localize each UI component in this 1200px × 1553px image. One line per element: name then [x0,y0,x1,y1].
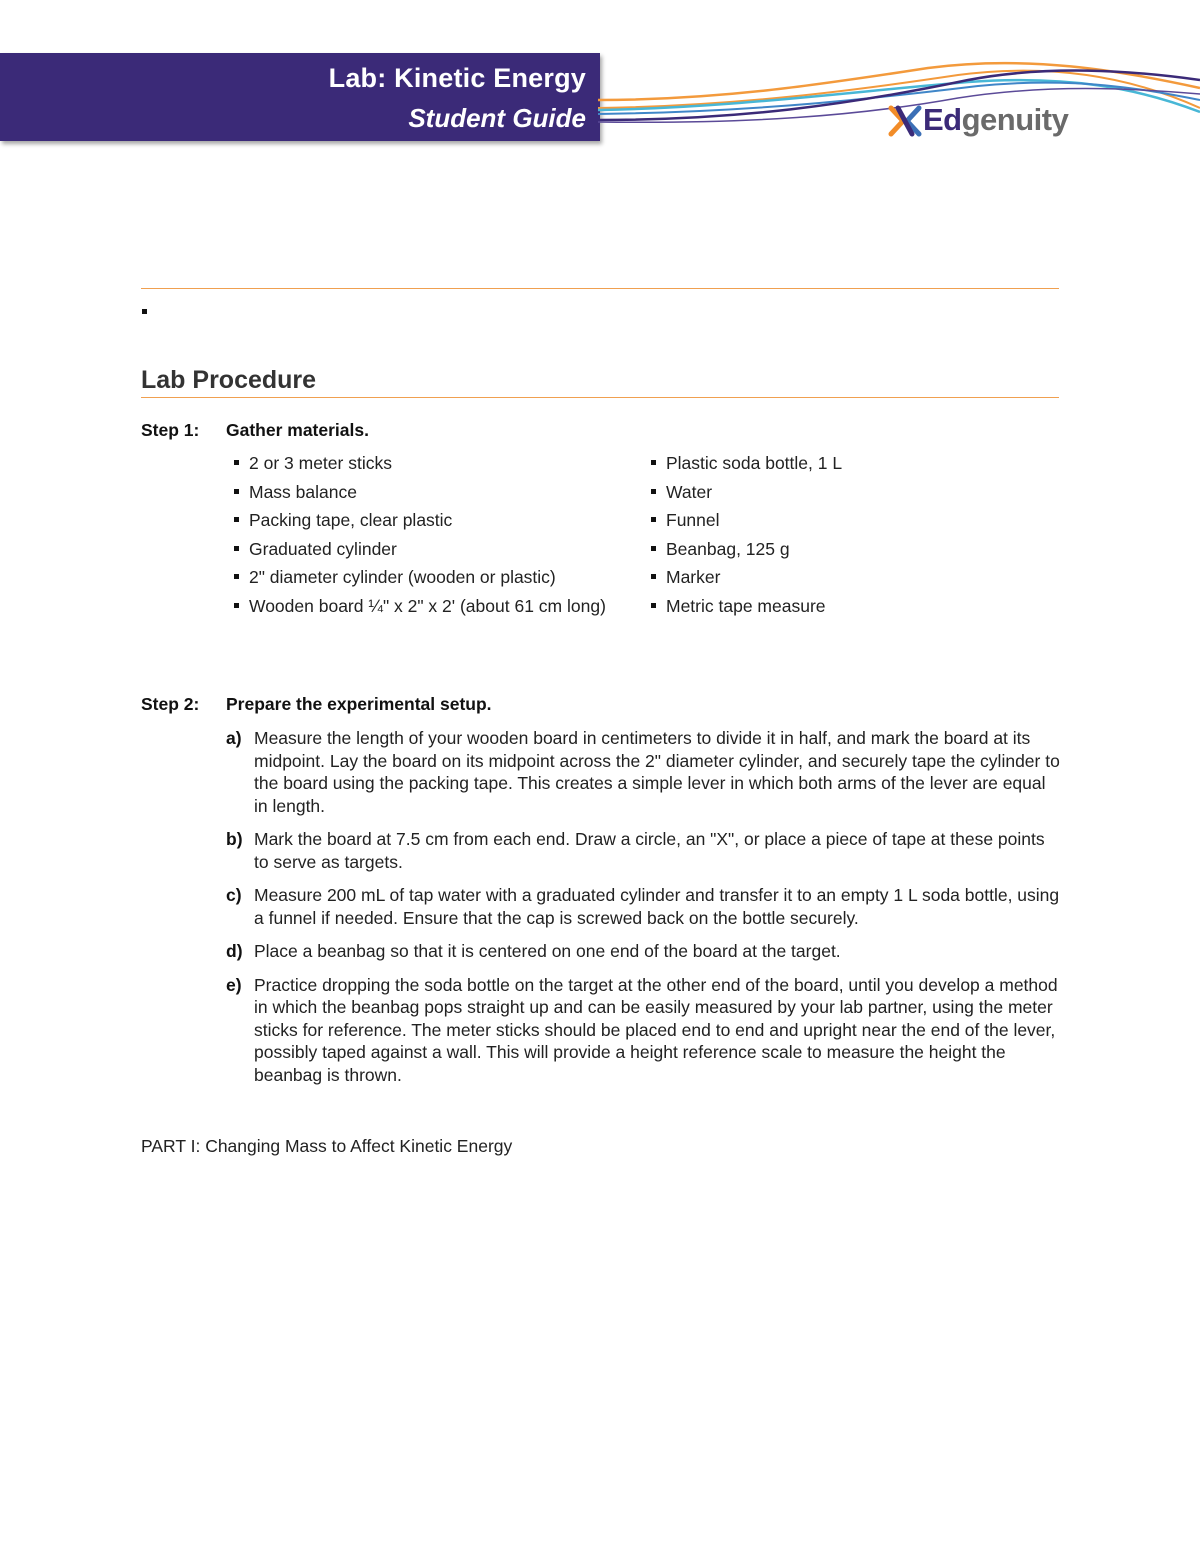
bullet-icon [651,489,656,494]
substep-letter: a) [226,728,242,748]
material-label: Water [666,481,713,502]
edgenuity-x-icon [888,104,922,138]
material-label: Marker [666,567,721,587]
list-item [233,595,613,618]
step-2-number: Step 2: [141,694,200,714]
list-item [233,566,613,589]
list-item [233,509,613,532]
substep-list [226,727,1061,1097]
list-item [650,481,1050,504]
logo-wordmark-ed: Ed [923,102,962,137]
substep-text: Measure 200 mL of tap water with a graduated cylinder and transfer it to an empty 1 L soda bottle, using a funnel if needed. Ensure that the cap is screwed back on the bottle securely. [254,885,1060,928]
material-label: Plastic soda bottle, 1 L [666,453,843,473]
substep-text: Practice dropping the soda bottle on the target at the other end of the board, until you develop a method in which the beanbag pops straight up and can be easily measured by your lab partner, using the meter sticks for reference. The meter sticks should be placed end to end and upright near the end of the lever, possibly taped against a wall. This will provide a height reference scale to measure the height the beanbag is thrown. [254,974,1058,1085]
logo-wordmark-genuity: genuity [961,102,1069,137]
bullet-icon [651,603,656,608]
document-title: Lab: Kinetic Energy [328,63,586,93]
section-heading: Lab Procedure [141,366,317,394]
bullet-icon [234,460,239,465]
bullet-icon [234,574,239,579]
bullet-icon [234,603,239,608]
bullet-icon [651,517,656,522]
document-subtitle: Student Guide [408,103,586,133]
substep-letter: d) [226,941,243,961]
substep-text: Measure the length of your wooden board in centimeters to divide it in half, and mark the board at its midpoint. Lay the board on its midpoint across the 2" diameter cylinder, and securely tape the cylinder to the board using the packing tape. This creates a simple lever in which both arms of the lever are equal in length. [254,728,1060,816]
material-label: Graduated cylinder [249,538,397,559]
substep-letter: e) [226,974,242,995]
substep-letter: c) [226,885,242,905]
list-item [650,566,1050,589]
materials-list-left [233,452,613,623]
list-item [233,452,613,475]
list-item [650,595,1050,618]
step-2-heading [141,694,492,715]
substep-text: Mark the board at 7.5 cm from each end. Draw a circle, an "X", or place a piece of tape at these points to serve as targets. [254,829,1045,872]
bullet-icon [651,574,656,579]
logo-wordmark [923,102,1068,138]
bullet-icon [234,517,239,522]
step-1-heading [141,420,369,441]
material-label: Packing tape, clear plastic [249,510,453,530]
material-label: Funnel [666,510,720,530]
header-banner [0,53,600,141]
material-label: Wooden board ¼" x 2" x 2' (about 61 cm long) [249,595,606,616]
material-label: 2 or 3 meter sticks [249,453,392,473]
substep-text: Place a beanbag so that it is centered on one end of the board at the target. [254,941,841,961]
step-2-title: Prepare the experimental setup. [226,694,492,714]
substep-d [226,940,1061,963]
materials-list-right [650,452,1050,623]
list-item [650,452,1050,475]
bullet-icon [234,546,239,551]
substep-e [226,974,1061,1087]
bullet-icon [234,489,239,494]
list-item [233,538,613,561]
substep-b [226,828,1061,873]
part-label: PART I: Changing Mass to Affect Kinetic Energy [141,1136,513,1156]
list-item [650,509,1050,532]
material-label: 2" diameter cylinder (wooden or plastic) [249,567,556,587]
material-label: Metric tape measure [666,595,826,616]
bullet-icon [651,460,656,465]
substep-letter: b) [226,829,243,849]
substep-c [226,884,1061,929]
list-item [650,538,1050,561]
step-1-title: Gather materials. [226,420,369,440]
material-label: Beanbag, 125 g [666,538,790,559]
empty-bullet [142,309,147,314]
material-label: Mass balance [249,481,357,502]
list-item [233,481,613,504]
substep-a [226,727,1061,817]
divider-heading [141,397,1059,398]
divider-top [141,288,1059,289]
step-1-number: Step 1: [141,420,200,440]
bullet-icon [651,546,656,551]
